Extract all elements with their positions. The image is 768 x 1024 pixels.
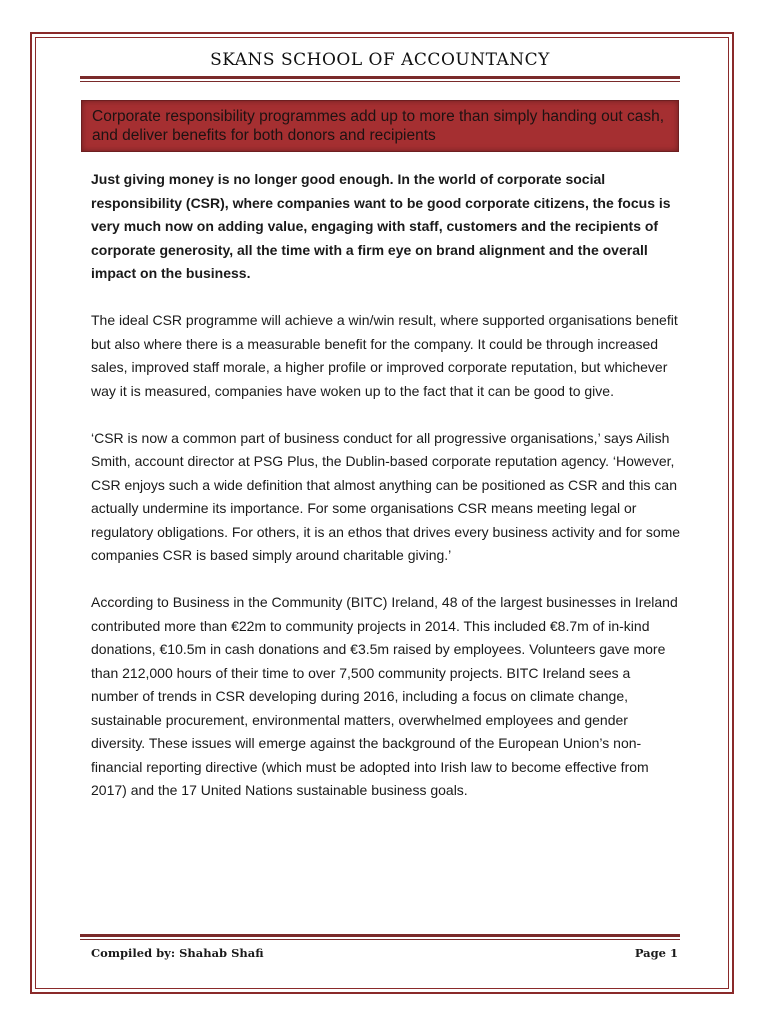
- header-title: SKANS SCHOOL OF ACCOUNTANCY: [210, 50, 550, 70]
- header-divider: [80, 76, 680, 79]
- article-body: [91, 168, 681, 826]
- body-paragraph: The ideal CSR programme will achieve a win/win result, where supported organisations benefit but also where there is a measurable benefit for the company. It could be through increased sales, improved staff morale, a higher profile or improved corporate reputation, but whichever way it is measured, companies have woken up to the fact that it can be good to give.: [91, 312, 678, 399]
- page-number: Page 1: [634, 946, 678, 960]
- headline-banner: Corporate responsibility programmes add up to more than simply handing out cash, and deliver benefits for both donors and recipients: [81, 100, 679, 152]
- footer-divider-thin: [80, 939, 680, 940]
- header-divider-thin: [80, 81, 680, 82]
- lead-paragraph: Just giving money is no longer good enough. In the world of corporate social responsibility (CSR), where companies want to be good corporate citizens, the focus is very much now on adding value, engaging with staff, customers and the recipients of corporate generosity, all the time with a firm eye on brand alignment and the overall impact on the business.: [91, 171, 671, 281]
- footer-author: Compiled by: Shahab Shafi: [91, 946, 264, 960]
- body-paragraph: According to Business in the Community (BITC) Ireland, 48 of the largest businesses in Ireland contributed more than €22m to community projects in 2014. This included €8.7m of in-kind donations, €10.5m in cash donations and €3.5m raised by employees. Volunteers gave more than 212,000 hours of their time to over 7,500 community projects. BITC Ireland sees a number of trends in CSR developing during 2016, including a focus on climate change, sustainable procurement, environmental matters, overwhelmed employees and gender diversity. These issues will emerge against the background of the European Union’s non-financial reporting directive (which must be adopted into Irish law to become effective from 2017) and the 17 United Nations sustainable business goals.: [91, 594, 678, 798]
- body-paragraph: ‘CSR is now a common part of business conduct for all progressive organisations,’ says Ailish Smith, account director at PSG Plus, the Dublin-based corporate reputation agency. ‘However, CSR enjoys such a wide definition that almost anything can be positioned as CSR and this can actually undermine its importance. For some organisations CSR means meeting legal or regulatory obligations. For others, it is an ethos that drives every business activity and for some companies CSR is based simply around charitable giving.’: [91, 429, 681, 563]
- footer-divider: [80, 934, 680, 937]
